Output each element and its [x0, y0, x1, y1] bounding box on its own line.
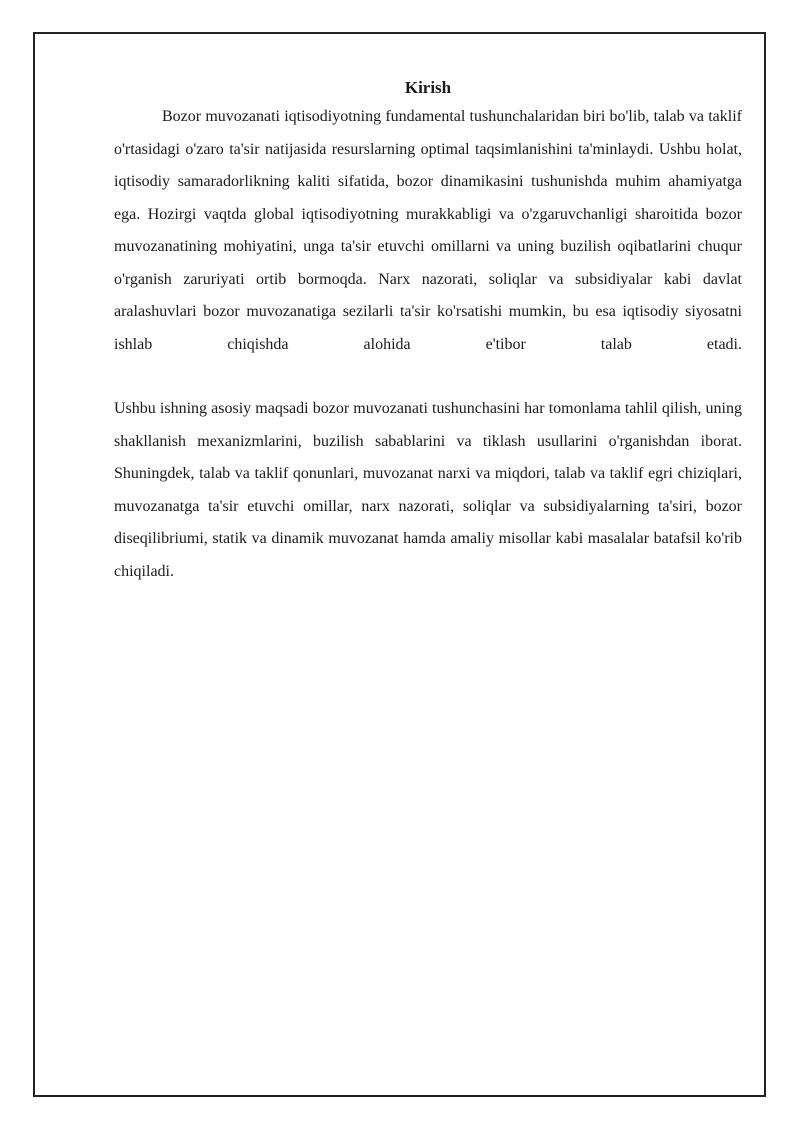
- paragraph-introduction: Bozor muvozanati iqtisodiyotning fundamental tushunchalaridan biri bo'lib, talab va taklif o'rtasidagi o'zaro ta'sir natijasida resurslarning optimal taqsimlanishini ta'minlaydi. Ushbu holat, iqtisodiy samaradorlikning kaliti sifatida, bozor dinamikasini tushunishda muhim ahamiyatga ega. Hozirgi vaqtda global iqtisodiyotning murakkabligi va o'zgaruvchanligi sharoitida bozor muvozanatining mohiyatini, unga ta'sir etuvchi omillarni va uning buzilish oqibatlarini chuqur o'rganish zaruriyati ortib bormoqda. Narx nazorati, soliqlar va subsidiyalar kabi davlat aralashuvlari bozor muvozanatiga sezilarli ta'sir ko'rsatishi mumkin, bu esa iqtisodiy siyosatni ishlab chiqishda alohida e'tibor talab etadi.: [114, 108, 742, 353]
- paragraph-spacer: [114, 361, 742, 393]
- section-title: Kirish: [404, 78, 452, 97]
- paragraph-objective: Ushbu ishning asosiy maqsadi bozor muvozanati tushunchasini har tomonlama tahlil qilish, uning shakllanish mexanizmlarini, buzilish sabablarini va tiklash usullarini o'rganishdan iborat. Shuningdek, talab va taklif qonunlari, muvozanat narxi va miqdori, talab va taklif egri chiziqlari, muvozanatga ta'sir etuvchi omillar, narx nazorati, soliqlar va subsidiyalarning ta'siri, bozor diseqilibriumi, statik va dinamik muvozanat hamda amaliy misollar kabi masalalar batafsil ko'rib chiqiladi.: [114, 400, 742, 580]
- document-body: [114, 76, 742, 588]
